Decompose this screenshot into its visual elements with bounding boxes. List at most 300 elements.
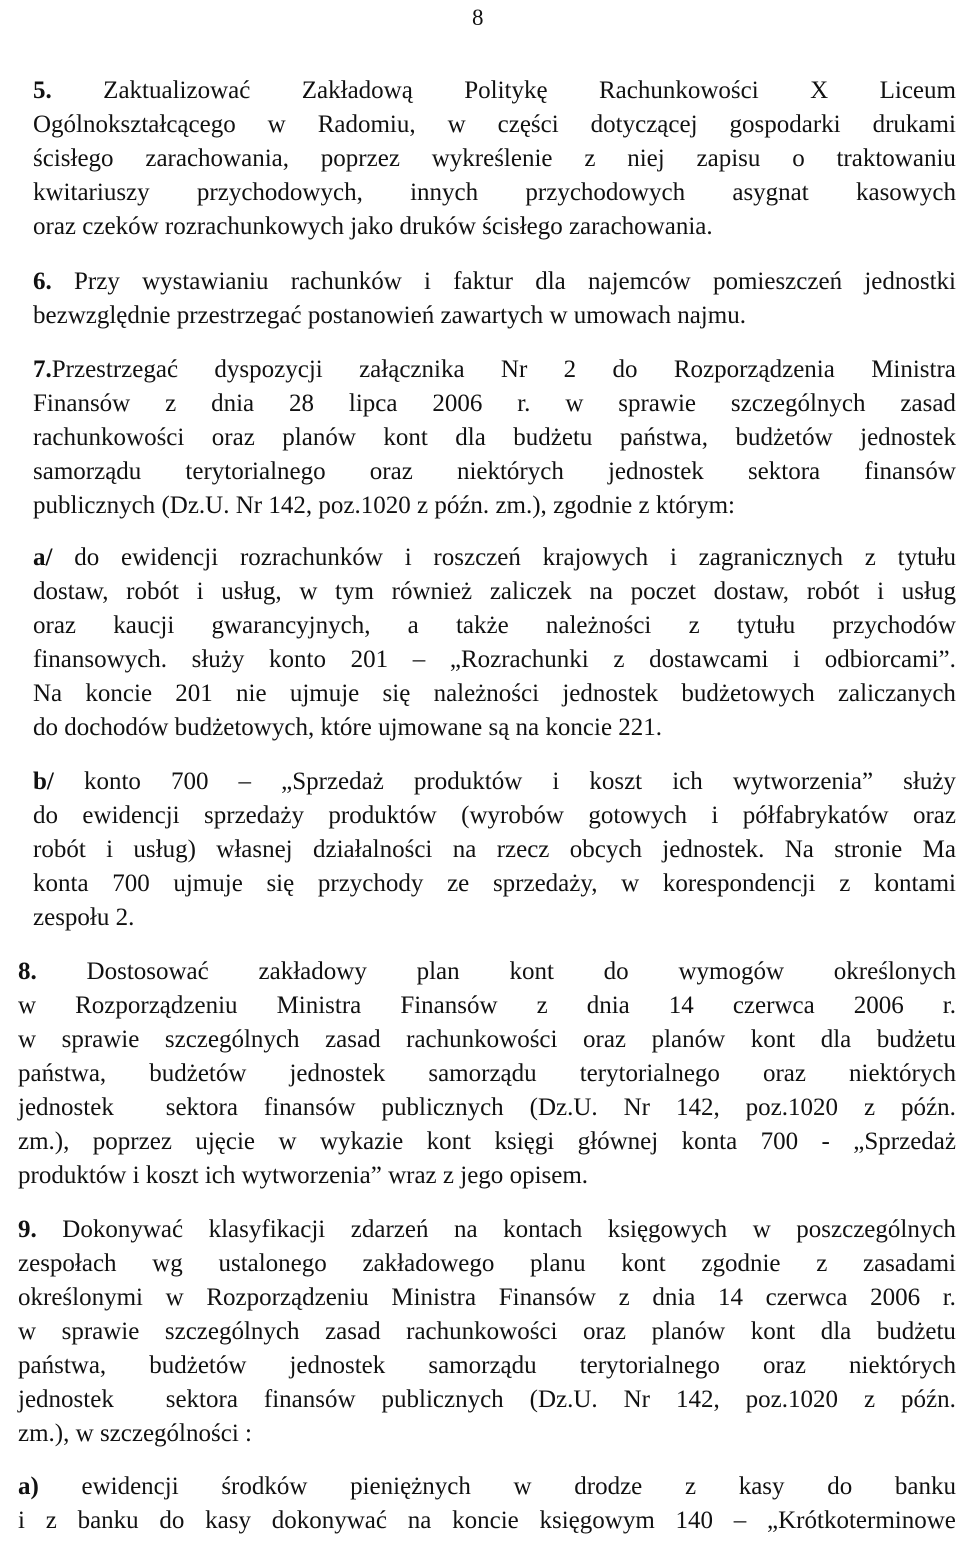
word: 2	[563, 356, 577, 383]
word: publicznych	[381, 1386, 504, 1413]
word: ujmuje	[289, 680, 360, 707]
word: Finansów	[33, 390, 131, 417]
word: finansów	[864, 458, 956, 485]
word: pomieszczeń	[712, 268, 843, 295]
word: 142,	[675, 1386, 720, 1413]
word: 5.	[33, 77, 52, 104]
word: konta	[33, 870, 89, 897]
word: 700	[170, 768, 209, 795]
word: ewidencji	[81, 1473, 179, 1500]
word: planów	[651, 1026, 726, 1053]
word: zakładowy	[258, 958, 367, 985]
word: umowach	[573, 302, 678, 329]
word: do	[603, 958, 629, 985]
word: rzecz	[496, 836, 550, 863]
word: o	[792, 145, 805, 172]
word: poz.1020	[745, 1094, 839, 1121]
word: jednostek	[607, 458, 704, 485]
word: którym:	[655, 492, 735, 519]
word: dnia	[652, 1284, 696, 1311]
word: robót	[806, 578, 860, 605]
word: 14	[668, 992, 694, 1019]
word: r.	[942, 992, 956, 1019]
word: innych	[410, 179, 479, 206]
word: Rachunkowości	[599, 77, 759, 104]
word: koncie	[85, 680, 153, 707]
word: produktów	[413, 768, 523, 795]
word: wykazie	[319, 1128, 404, 1155]
word: planów	[282, 424, 356, 451]
word: oraz	[33, 612, 77, 639]
word: tytułu	[897, 544, 956, 571]
word: dla	[455, 424, 486, 451]
word: przychodowych,	[196, 179, 363, 206]
word: jednostek.	[662, 836, 765, 863]
word: i	[132, 1162, 146, 1189]
word: zasad	[900, 390, 956, 417]
word: jednostek	[289, 1352, 386, 1379]
word: kasy	[205, 1507, 251, 1534]
word: 142,	[675, 1094, 720, 1121]
word: Nr	[623, 1386, 651, 1413]
word: sektora	[747, 458, 821, 485]
word: a)	[18, 1473, 39, 1500]
text-line	[33, 835, 956, 865]
word: półfabrykatów	[742, 802, 889, 829]
word: Ministra	[391, 1284, 477, 1311]
word: publicznych	[381, 1094, 504, 1121]
word: budżetowych	[681, 680, 815, 707]
word: banku	[77, 1507, 139, 1534]
text-line	[33, 457, 956, 487]
word: z	[613, 646, 625, 673]
word: koszt	[145, 1162, 205, 1189]
word: Rozporządzenia	[673, 356, 835, 383]
word: roszczeń	[433, 544, 521, 571]
word: głównej	[577, 1128, 659, 1155]
word: ścisłego	[33, 145, 114, 172]
word: należności	[545, 612, 652, 639]
word: w	[513, 1473, 532, 1500]
word: szczególnych	[164, 1026, 300, 1053]
text-line	[18, 1127, 956, 1157]
word: zarachowania.	[568, 213, 713, 240]
text-line	[33, 577, 956, 607]
word: budżetowych,	[174, 714, 321, 741]
word: na	[515, 714, 546, 741]
word: Zaktualizować	[103, 77, 251, 104]
word: oraz	[583, 1026, 627, 1053]
word: rachunkowości	[406, 1026, 558, 1053]
word: poczet	[630, 578, 696, 605]
word: z	[442, 1162, 461, 1189]
text-line	[33, 110, 956, 140]
word: szczególnych	[164, 1318, 300, 1345]
word: w	[299, 578, 318, 605]
word: z	[816, 1250, 828, 1277]
text-line	[33, 178, 956, 208]
word: dnia	[586, 992, 630, 1019]
text-line	[33, 801, 956, 831]
word: gotowych	[588, 802, 687, 829]
text-line	[18, 1161, 588, 1191]
word: „Krótkoterminowe	[767, 1507, 956, 1534]
text-line	[18, 1025, 956, 1055]
word: finansów	[263, 1386, 356, 1413]
word: zgodnie	[553, 492, 639, 519]
word: –	[412, 646, 426, 673]
word: Rozporządzeniu	[75, 992, 238, 1019]
word: do	[74, 544, 100, 571]
word: ścisłego	[482, 213, 569, 240]
word: Radomiu,	[317, 111, 416, 138]
word: księgowych	[607, 1216, 728, 1243]
word: poz.1020	[318, 492, 417, 519]
text-line	[18, 1385, 956, 1415]
word: druków	[399, 213, 483, 240]
word: w	[447, 111, 466, 138]
word: w	[549, 302, 574, 329]
word: do	[33, 802, 58, 829]
word: ich	[204, 1162, 242, 1189]
word: zdarzeń	[350, 1216, 429, 1243]
word: przychody	[317, 870, 424, 897]
word: wystawianiu	[142, 268, 269, 295]
word: kont	[750, 1026, 796, 1053]
word: Dokonywać	[62, 1216, 184, 1243]
word: dla	[820, 1318, 852, 1345]
word: drukami	[872, 111, 956, 138]
word: poszczególnych	[796, 1216, 956, 1243]
word: z	[165, 390, 177, 417]
word: dotyczącej	[590, 111, 698, 138]
text-line	[33, 212, 713, 242]
word: zm.),	[18, 1128, 70, 1155]
word: czeków	[82, 213, 165, 240]
word: 2006	[432, 390, 483, 417]
text-line	[33, 423, 956, 453]
word: zespołu	[33, 904, 116, 931]
word: wymogów	[678, 958, 785, 985]
word: dyspozycji	[214, 356, 323, 383]
word: dla	[535, 268, 566, 295]
word: 201	[350, 646, 389, 673]
word: ujęcie	[195, 1128, 256, 1155]
text-line	[33, 713, 662, 743]
word: Ma	[922, 836, 956, 863]
text-line	[18, 1249, 956, 1279]
word: dostaw,	[713, 578, 790, 605]
word: niektórych	[456, 458, 564, 485]
word: ich	[672, 768, 703, 795]
word: rozrachunków	[239, 544, 383, 571]
word: się	[382, 680, 411, 707]
word: rachunków	[290, 268, 402, 295]
word: 2.	[115, 904, 135, 931]
word: w	[278, 1128, 297, 1155]
word: do	[159, 1507, 185, 1534]
word: i	[669, 544, 677, 571]
word: (wyrobów	[461, 802, 564, 829]
word: zaliczanych	[837, 680, 956, 707]
word: robót	[126, 578, 179, 605]
word: na	[452, 836, 477, 863]
word: jednostek	[18, 1386, 114, 1413]
word: samorządu	[428, 1352, 537, 1379]
word: Rozporządzeniu	[206, 1284, 369, 1311]
word: kontami	[874, 870, 956, 897]
text-line	[18, 957, 956, 987]
word: niej	[627, 145, 665, 172]
word: –	[733, 1507, 747, 1534]
word: i	[711, 802, 719, 829]
text-line	[18, 1317, 956, 1347]
word: Zakładową	[301, 77, 413, 104]
word: sprzedaży,	[492, 870, 598, 897]
word: finansowych.	[33, 646, 167, 673]
word: Przy	[74, 268, 120, 295]
text-line	[33, 301, 746, 331]
word: na	[453, 1216, 478, 1243]
word: z	[863, 1094, 876, 1121]
word: Finansów	[400, 992, 498, 1019]
word: działalności	[312, 836, 433, 863]
word: późn.	[434, 492, 496, 519]
word: szczególności	[99, 1420, 246, 1447]
word: 28	[289, 390, 315, 417]
word: czerwca	[765, 1284, 848, 1311]
word: budżetów	[149, 1060, 247, 1087]
word: księgi	[494, 1128, 555, 1155]
word: niektórych	[849, 1352, 956, 1379]
word: produktów	[18, 1162, 133, 1189]
word: Finansów	[498, 1284, 596, 1311]
word: środków	[221, 1473, 308, 1500]
text-line	[33, 645, 956, 675]
word: klasyfikacji	[208, 1216, 326, 1243]
word: na	[407, 1507, 432, 1534]
word: wytworzenia”	[732, 768, 874, 795]
word: 201	[175, 680, 213, 707]
word: plan	[416, 958, 460, 985]
word: faktur	[453, 268, 513, 295]
word: 700	[760, 1128, 799, 1155]
word: rachunkowości	[406, 1318, 558, 1345]
word: asygnat	[732, 179, 809, 206]
word: Liceum	[879, 77, 956, 104]
word: -	[821, 1128, 830, 1155]
word: tym	[335, 578, 374, 605]
word: konta	[681, 1128, 738, 1155]
word: w	[752, 1216, 771, 1243]
word: :	[245, 1420, 252, 1447]
word: z	[863, 1386, 876, 1413]
word: państwa,	[18, 1352, 107, 1379]
word: państwa,	[619, 424, 709, 451]
word: w	[267, 111, 286, 138]
word: Nr	[500, 356, 528, 383]
word: zespołach	[18, 1250, 117, 1277]
word: obcych	[569, 836, 642, 863]
word: dnia	[211, 390, 255, 417]
text-line	[33, 903, 134, 933]
word: postanowień	[307, 302, 441, 329]
text-line	[33, 267, 956, 297]
text-line	[33, 76, 956, 106]
word: z	[584, 145, 596, 172]
word: księgowym	[539, 1507, 655, 1534]
word: wykreślenie	[431, 145, 553, 172]
word: z	[684, 1473, 697, 1500]
word: oraz	[762, 1060, 806, 1087]
word: „Sprzedaż	[281, 768, 384, 795]
word: samorządu	[428, 1060, 537, 1087]
word: w	[565, 390, 584, 417]
word: Ogólnokształcącego	[33, 111, 236, 138]
word: odbiorcami”.	[824, 646, 956, 673]
word: zagranicznych	[698, 544, 844, 571]
text-line	[18, 1059, 956, 1089]
word: 700	[112, 870, 150, 897]
text-line	[18, 1093, 956, 1123]
word: jako	[350, 213, 400, 240]
word: planu	[530, 1250, 586, 1277]
word: produktów	[328, 802, 437, 829]
word: oraz	[33, 213, 83, 240]
word: z	[864, 544, 876, 571]
word: 6.	[33, 268, 52, 295]
word: drodze	[574, 1473, 643, 1500]
word: terytorialnego	[579, 1060, 720, 1087]
word: oraz	[583, 1318, 627, 1345]
word: usług)	[133, 836, 196, 863]
word: i	[106, 836, 114, 863]
word: opisem.	[509, 1162, 589, 1189]
word: Na	[784, 836, 814, 863]
word: Nr	[235, 492, 269, 519]
word: ujmuje	[173, 870, 243, 897]
word: usług,	[221, 578, 282, 605]
word: ustalonego	[218, 1250, 327, 1277]
word: Nr	[623, 1094, 651, 1121]
word: służy	[903, 768, 956, 795]
word: krajowych	[542, 544, 649, 571]
word: –	[238, 768, 252, 795]
word: sprawie	[61, 1026, 140, 1053]
word: lipca	[348, 390, 398, 417]
word: w	[18, 992, 37, 1019]
word: i	[196, 578, 204, 605]
word: z	[45, 1507, 57, 1534]
word: zaliczek	[489, 578, 572, 605]
word: jednostek	[289, 1060, 386, 1087]
word: oraz	[762, 1352, 806, 1379]
word: poprzez	[320, 145, 400, 172]
word: wraz	[388, 1162, 443, 1189]
word: zasadami	[862, 1250, 956, 1277]
word: kwitariuszy	[33, 179, 150, 206]
word: kont	[509, 958, 554, 985]
word: budżetu	[513, 424, 593, 451]
word: dostaw,	[33, 578, 109, 605]
word: z	[839, 870, 851, 897]
text-line	[33, 767, 956, 797]
text-line	[33, 543, 956, 573]
word: terytorialnego	[185, 458, 326, 485]
word: korespondencji	[662, 870, 816, 897]
text-line	[18, 1472, 956, 1502]
word: „Rozrachunki	[449, 646, 589, 673]
word: rozrachunkowych	[164, 213, 351, 240]
text-line	[33, 679, 956, 709]
word: dokonywać	[271, 1507, 387, 1534]
word: późn.	[901, 1386, 956, 1413]
word: najemców	[587, 268, 691, 295]
word: publicznych	[33, 492, 162, 519]
word: kontach	[503, 1216, 583, 1243]
word: kont	[750, 1318, 796, 1345]
word: sprzedaży	[204, 802, 304, 829]
word: r.	[942, 1284, 956, 1311]
word: a	[407, 612, 419, 639]
word: kaucji	[113, 612, 175, 639]
word: usług	[901, 578, 956, 605]
word: (Dz.U.	[529, 1094, 598, 1121]
word: finansów	[263, 1094, 356, 1121]
word: rachunkowości	[33, 424, 185, 451]
word: banku	[894, 1473, 956, 1500]
word: 2006	[853, 992, 904, 1019]
word: terytorialnego	[579, 1352, 720, 1379]
word: w	[621, 870, 640, 897]
word: dostawcami	[649, 646, 769, 673]
word: w	[18, 1026, 37, 1053]
word: w	[75, 1420, 100, 1447]
text-line	[18, 1283, 956, 1313]
word: pieniężnych	[350, 1473, 471, 1500]
word: również	[391, 578, 473, 605]
word: ze	[447, 870, 470, 897]
word: w	[18, 1318, 37, 1345]
word: 9.	[18, 1216, 37, 1243]
word: przestrzegać	[176, 302, 308, 329]
word: z	[638, 492, 656, 519]
word: zasad	[325, 1318, 381, 1345]
word: b/	[33, 768, 54, 795]
word: państwa,	[18, 1060, 107, 1087]
word: i	[18, 1507, 25, 1534]
word: późn.	[901, 1094, 956, 1121]
word: sprawie	[61, 1318, 140, 1345]
word: kont	[383, 424, 428, 451]
word: ujmowane	[378, 714, 489, 741]
word: wytworzenia”	[241, 1162, 389, 1189]
word: przychodów	[832, 612, 956, 639]
word: jednostek	[18, 1094, 114, 1121]
word: poprzez	[92, 1128, 172, 1155]
word: na	[589, 578, 613, 605]
word: i	[793, 646, 801, 673]
word: kasowych	[855, 179, 956, 206]
word: należności	[433, 680, 540, 707]
word: określonych	[833, 958, 956, 985]
word: tytułu	[736, 612, 796, 639]
word: i	[404, 544, 412, 571]
word: ewidencji	[82, 802, 180, 829]
word: zarachowania,	[145, 145, 289, 172]
word: przychodowych	[525, 179, 686, 206]
word: z	[536, 992, 548, 1019]
